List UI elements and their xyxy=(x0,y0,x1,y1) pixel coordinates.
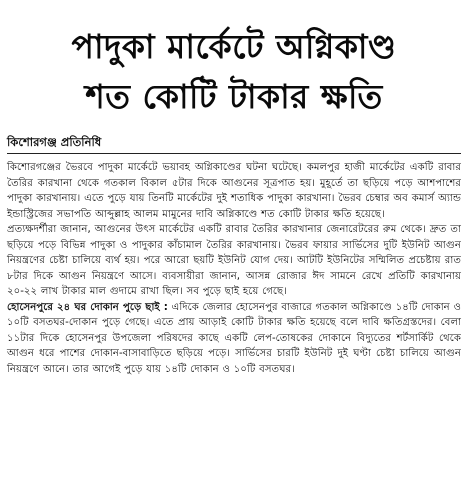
byline-divider xyxy=(7,153,461,154)
headline-line-1: পাদুকা মার্কেটে অগ্নিকাণ্ড xyxy=(71,27,397,66)
paragraph-1: কিশোরগঞ্জের ভৈরবে পাদুকা মার্কেটে ভয়াবহ অগ্নিকাণ্ডের ঘটনা ঘটেছে। কমলপুর হাজী মার্কেটের একটি রাবার তৈরির কারখানা থেকে গতকাল বিকাল ৫টার দিকে আগুনের সূত্রপাত হয়। মুহূর্তে তা ছড়িয়ে পড়ে আশপাশের পাদুকা কারখানায়। এতে পুড়ে যায় তিনটি মার্কেটের দুই শতাধিক পাদুকা কারখানা। ভৈরব চেম্বার অব কমার্স অ্যান্ড ইন্ডাস্ট্রিজের সভাপতি আব্দুল্লাহ আলম মামুনের দাবি অগ্নিকাণ্ডে শত কোটি টাকার ক্ষতি হয়েছে। xyxy=(7,162,461,220)
paragraph-2: প্রত্যক্ষদর্শীরা জানান, আগুনের উৎস মার্কেটের একটি রাবার তৈরির কারখানার জেনারেটরের রুম থেকে। দ্রুত তা ছড়িয়ে পড়ে বিভিন্ন পাদুকা ও পাদুকার কাঁচামাল তৈরির কারখানায়। ভৈরব ফায়ার সার্ভিসের দুটি ইউনিট আগুন নিয়ন্ত্রণের চেষ্টা চালিয়ে ব্যর্থ হয়। পরে আরো ছয়টি ইউনিট যোগ দেয়। আটটি ইউনিটের সম্মিলিত প্রচেষ্টায় রাত ৮টার দিকে আগুন নিয়ন্ত্রণে আসে। ব্যবসায়ীরা জানান, আসন্ন রোজার ঈদ সামনে রেখে প্রতিটি কারখানায় ২০-২২ লাখ টাকার মাল গুদামে রাখা ছিল। সব পুড়ে ছাই হয়ে গেছে। xyxy=(7,224,461,297)
headline-line-2: শত কোটি টাকার ক্ষতি xyxy=(85,77,383,116)
headline xyxy=(7,26,461,118)
newspaper-clipping xyxy=(0,26,468,485)
subsection-text: এদিকে জেলার হোসেনপুর বাজারে গতকাল অগ্নিকাণ্ডে ১৪টি দোকান ও ১০টি বসতঘর-দোকান পুড়ে গেছে। এতে প্রায় আড়াই কোটি টাকার ক্ষতি হয়েছে বলে দাবি ক্ষতিগ্রস্তদের। বেলা ১১টার দিকে হোসেনপুর উপজেলা পরিষদের কাছে একটি লেপ-তোষকের দোকানে বিদ্যুতের শর্টসার্কিট থেকে আগুন ধরে পাশের দোকান-বাসাবাড়িতে ছড়িয়ে পড়ে। সার্ভিসের চারটি ইউনিট দুই ঘণ্টা চেষ্টা চালিয়ে আগুন নিয়ন্ত্রণে আনে। তার আগেই পুড়ে যায় ১৪টি দোকান ও ১০টি বসতঘর। xyxy=(7,301,461,375)
paragraph-3 xyxy=(7,300,461,378)
byline: কিশোরগঞ্জ প্রতিনিধি xyxy=(7,135,102,149)
subsection-title: হোসেনপুরে ২৪ ঘর দোকান পুড়ে ছাই : xyxy=(7,301,168,313)
article-body xyxy=(7,160,461,377)
